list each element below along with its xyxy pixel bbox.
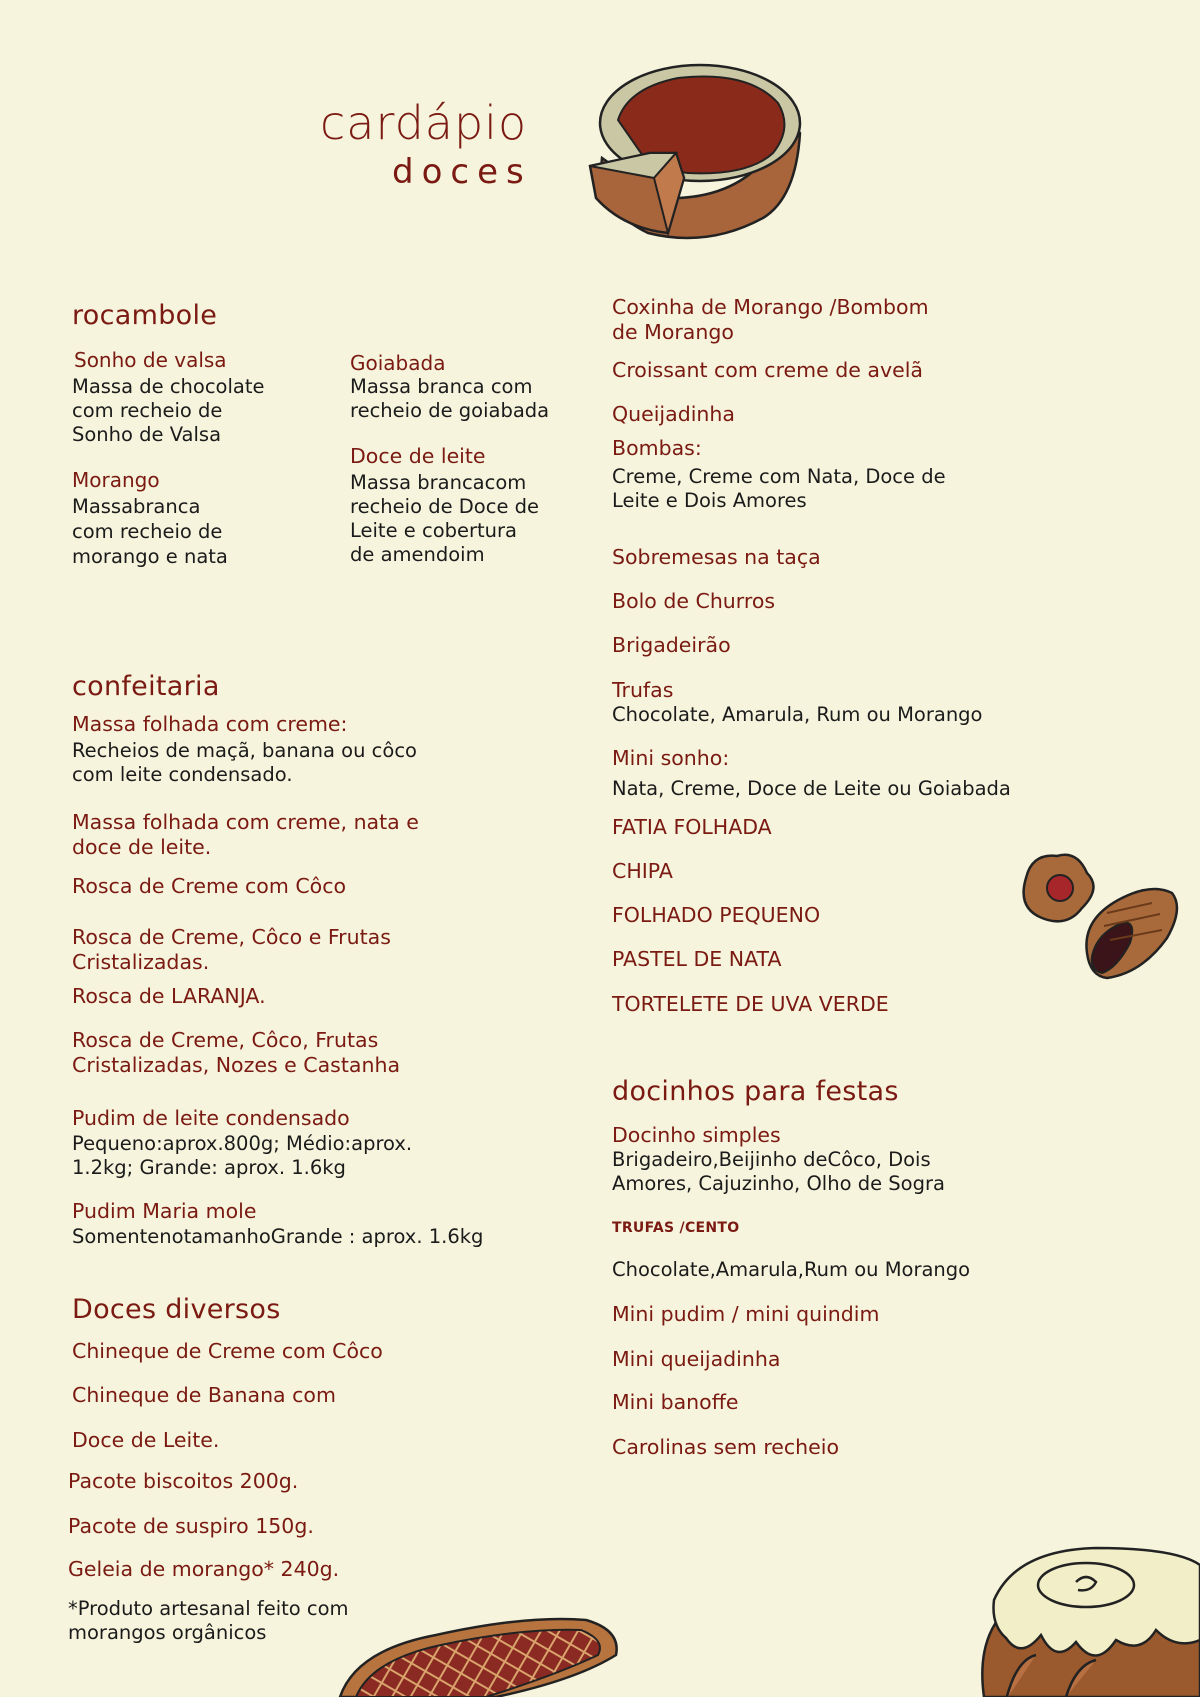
item-trufas: Trufas bbox=[612, 678, 674, 702]
item-massa-folhada-nata: Massa folhada com creme, nata e doce de leite. bbox=[72, 810, 419, 859]
item-rosca-creme-coco: Rosca de Creme com Côco bbox=[72, 874, 347, 898]
page-title: cardápio bbox=[320, 96, 528, 150]
item-brigadeirao: Brigadeirão bbox=[612, 633, 731, 657]
item-tortelete: TORTELETE DE UVA VERDE bbox=[612, 992, 889, 1016]
item-docinho-simples-desc: Brigadeiro,Beijinho deCôco, Dois Amores, Cajuzinho, Olho de Sogra bbox=[612, 1148, 945, 1195]
item-massa-folhada-desc: Recheios de maçã, banana ou côco com leite condensado. bbox=[72, 739, 417, 786]
item-massa-folhada: Massa folhada com creme: bbox=[72, 712, 348, 736]
item-goiabada: Goiabada bbox=[350, 351, 446, 375]
page-subtitle: doces bbox=[392, 152, 532, 192]
item-fatia-folhada: FATIA FOLHADA bbox=[612, 815, 772, 839]
section-title-docinhos-festas: docinhos para festas bbox=[612, 1076, 899, 1107]
item-chipa: CHIPA bbox=[612, 859, 673, 883]
item-pacote-biscoitos: Pacote biscoitos 200g. bbox=[68, 1469, 299, 1493]
item-doce-de-leite-diversos: Doce de Leite. bbox=[72, 1428, 220, 1452]
item-pudim-leite-desc: Pequeno:aprox.800g; Médio:aprox. 1.2kg; Grande: aprox. 1.6kg bbox=[72, 1132, 413, 1179]
item-coxinha-morango: Coxinha de Morango /Bombom de Morango bbox=[612, 295, 929, 344]
item-trufas-desc: Chocolate, Amarula, Rum ou Morango bbox=[612, 703, 983, 726]
cookies-illustration-icon bbox=[1012, 848, 1182, 983]
item-geleia-morango: Geleia de morango* 240g. bbox=[68, 1557, 340, 1581]
item-trufas-cento-desc: Chocolate,Amarula,Rum ou Morango bbox=[612, 1258, 971, 1281]
item-chineque-creme: Chineque de Creme com Côco bbox=[72, 1339, 383, 1363]
item-croissant: Croissant com creme de avelã bbox=[612, 358, 923, 382]
footnote-artesanal: *Produto artesanal feito com morangos orgânicos bbox=[68, 1597, 349, 1644]
item-folhado-pequeno: FOLHADO PEQUENO bbox=[612, 903, 821, 927]
item-rosca-frutas: Rosca de Creme, Côco e Frutas Cristalizadas. bbox=[72, 925, 391, 974]
item-bolo-churros: Bolo de Churros bbox=[612, 589, 776, 613]
item-sobremesas-taca: Sobremesas na taça bbox=[612, 545, 821, 569]
item-mini-pudim: Mini pudim / mini quindim bbox=[612, 1302, 880, 1326]
cinnamon-roll-illustration-icon bbox=[976, 1530, 1200, 1697]
item-pastel-nata: PASTEL DE NATA bbox=[612, 947, 782, 971]
item-mini-sonho: Mini sonho: bbox=[612, 746, 730, 770]
item-pudim-maria-mole-desc: SomentenotamanhoGrande : aprox. 1.6kg bbox=[72, 1225, 484, 1248]
section-title-doces-diversos: Doces diversos bbox=[72, 1294, 281, 1325]
section-title-confeitaria: confeitaria bbox=[72, 671, 220, 702]
item-chineque-banana: Chineque de Banana com bbox=[72, 1383, 336, 1407]
item-mini-queijadinha: Mini queijadinha bbox=[612, 1347, 781, 1371]
item-mini-banoffe: Mini banoffe bbox=[612, 1390, 739, 1414]
item-rosca-laranja: Rosca de LARANJA. bbox=[72, 984, 266, 1008]
item-pudim-leite: Pudim de leite condensado bbox=[72, 1106, 350, 1130]
item-rosca-nozes: Rosca de Creme, Côco, Frutas Cristalizadas, Nozes e Castanha bbox=[72, 1028, 400, 1077]
section-title-rocambole: rocambole bbox=[72, 300, 218, 331]
item-bombas: Bombas: bbox=[612, 436, 702, 460]
item-pudim-maria-mole: Pudim Maria mole bbox=[72, 1199, 257, 1223]
item-doce-de-leite: Doce de leite bbox=[350, 444, 486, 468]
item-morango-desc: Massabranca com recheio de morango e nata bbox=[72, 495, 228, 568]
strudel-illustration-icon bbox=[336, 1600, 626, 1697]
item-bombas-desc: Creme, Creme com Nata, Doce de Leite e Dois Amores bbox=[612, 465, 946, 512]
item-sonho-de-valsa-desc: Massa de chocolate com recheio de Sonho de Valsa bbox=[72, 375, 265, 446]
item-carolinas: Carolinas sem recheio bbox=[612, 1435, 840, 1459]
item-doce-de-leite-desc: Massa brancacom recheio de Doce de Leite e cobertura de amendoim bbox=[350, 471, 540, 566]
item-trufas-cento: TRUFAS /CENTO bbox=[612, 1220, 740, 1236]
item-sonho-de-valsa: Sonho de valsa bbox=[74, 348, 227, 372]
item-mini-sonho-desc: Nata, Creme, Doce de Leite ou Goiabada bbox=[612, 777, 1011, 800]
item-pacote-suspiro: Pacote de suspiro 150g. bbox=[68, 1514, 314, 1538]
item-morango: Morango bbox=[72, 468, 160, 492]
item-queijadinha: Queijadinha bbox=[612, 402, 735, 426]
tart-illustration-icon bbox=[588, 58, 808, 248]
item-goiabada-desc: Massa branca com recheio de goiabada bbox=[350, 375, 550, 422]
item-docinho-simples: Docinho simples bbox=[612, 1123, 781, 1147]
